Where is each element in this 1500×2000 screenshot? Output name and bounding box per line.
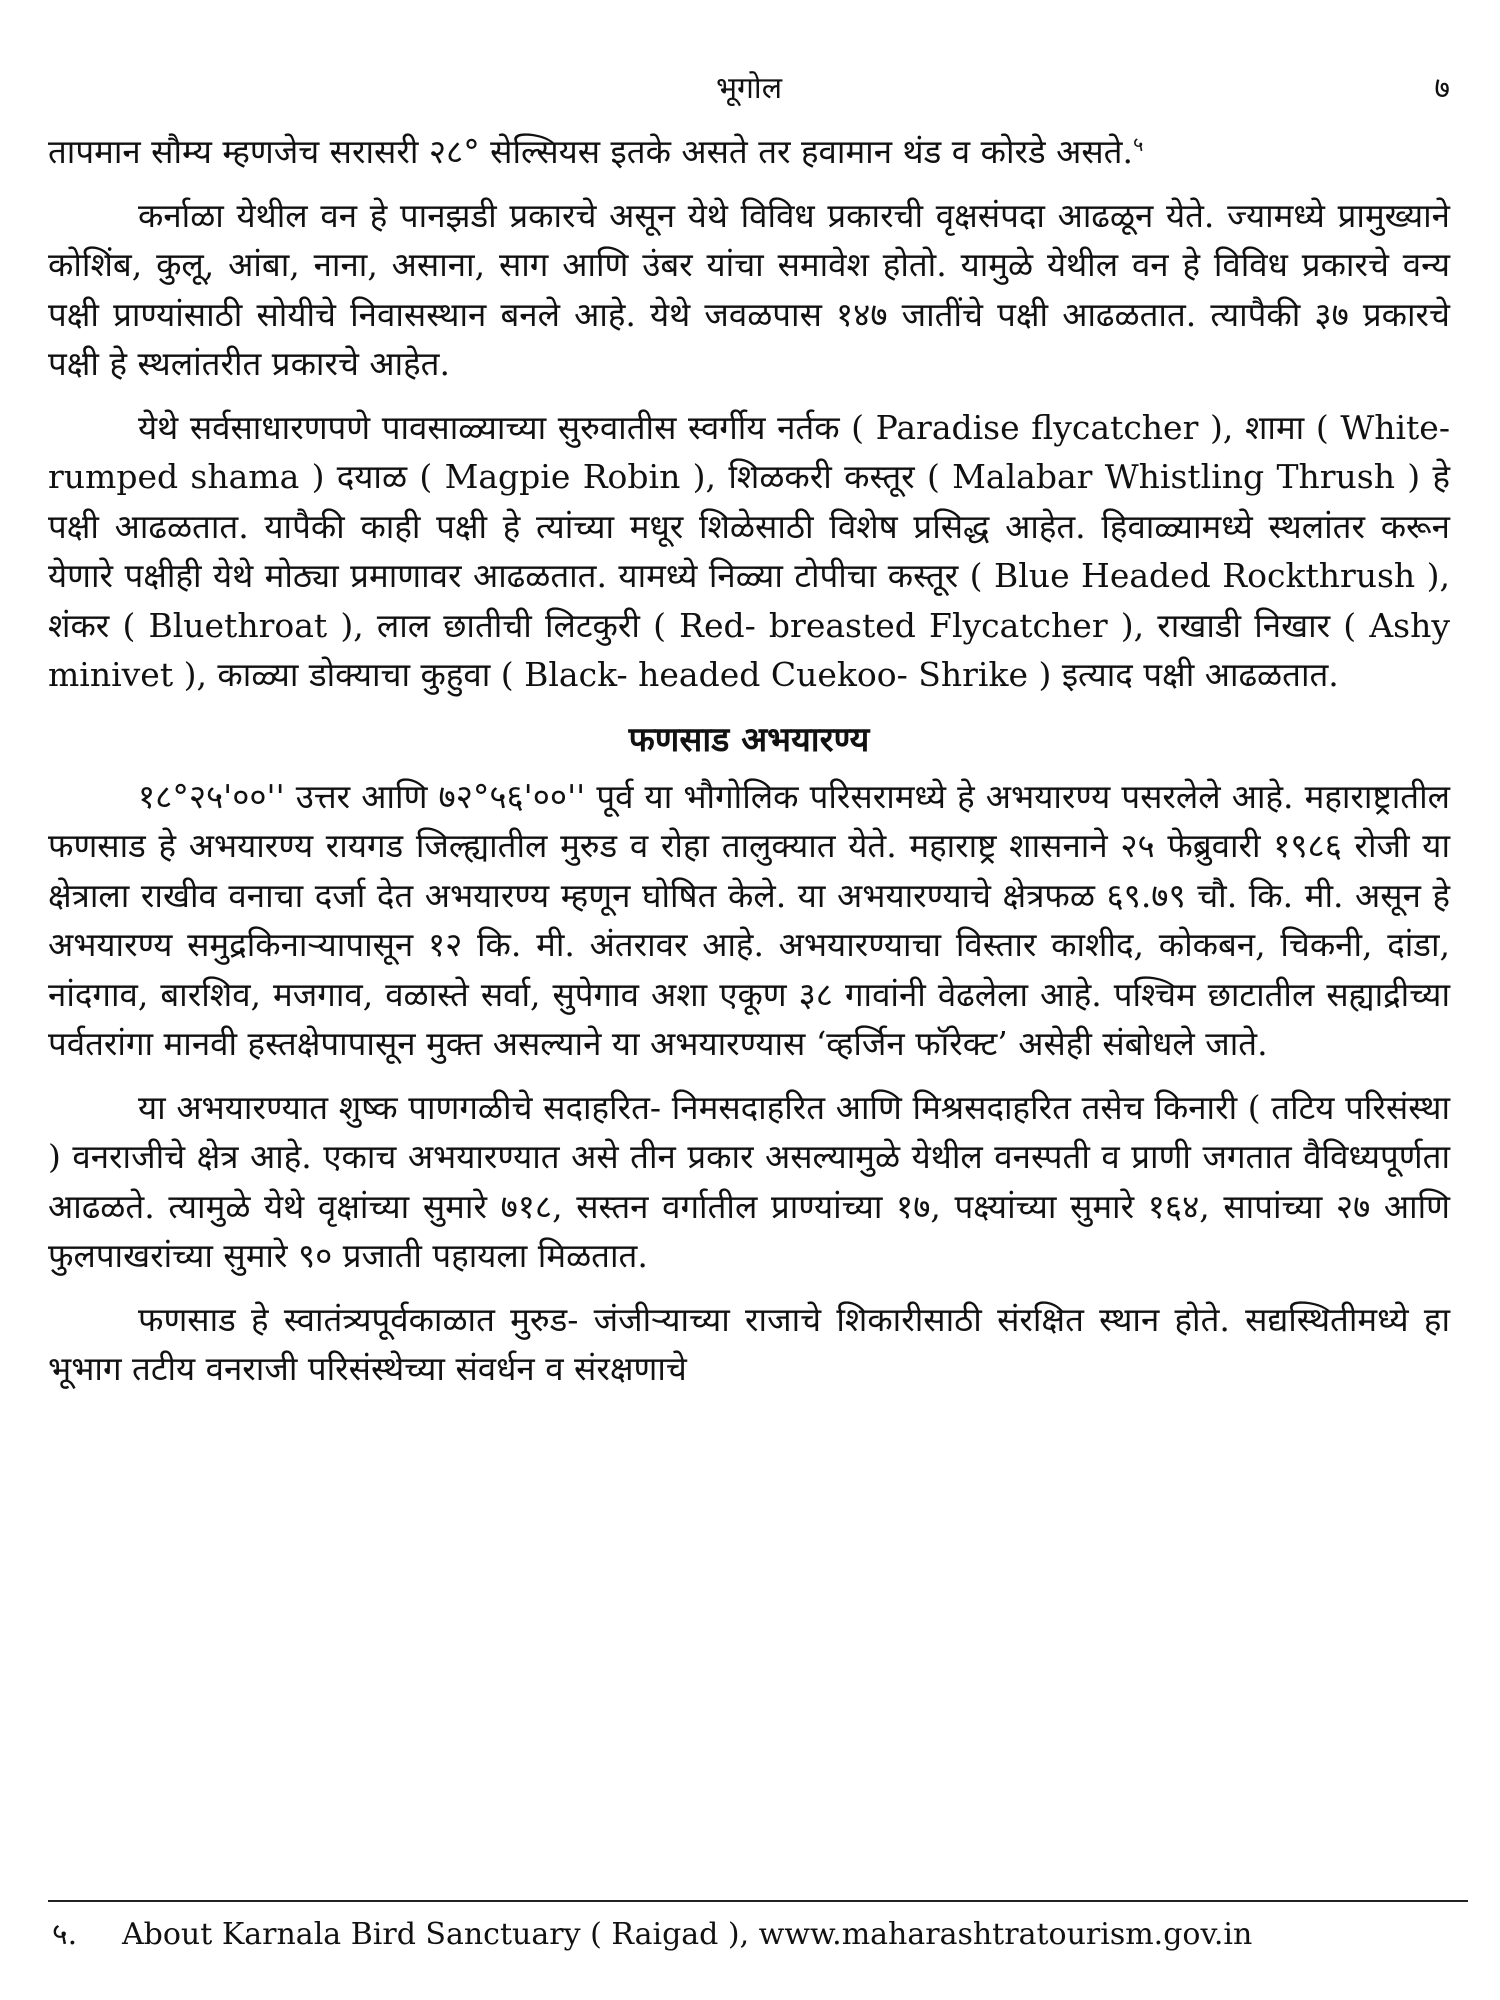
paragraph-5: या अभयारण्यात शुष्क पाणगळीचे सदाहरित- निमसदाहरित आणि मिश्रसदाहरित तसेच किनारी ( तटिय परिसंस्था ) वनराजीचे क्षेत्र आहे. एकाच अभयारण्यात असे तीन प्रकार असल्यामुळे येथील वनस्पती व प्राणी जगतात वैविध्यपूर्णता आढळते. त्यामुळे येथे वृक्षांच्या सुमारे ७१८, सस्तन वर्गातील प्राण्यांच्या १७, पक्ष्यांच्या सुमारे १६४, सापांच्या २७ आणि फुलपाखरांच्या सुमारे ९० प्रजाती पहायला मिळतात. (48, 1087, 1450, 1275)
footnote-reference: ५ (1132, 132, 1144, 156)
footnote-number: ५. (52, 1917, 78, 1952)
paragraph-4: १८°२५'००'' उत्तर आणि ७२°५६'००'' पूर्व या भौगोलिक परिसरामध्ये हे अभयारण्य पसरलेले आहे. महाराष्ट्रातील फणसाड हे अभयारण्य रायगड जिल्ह्यातील मुरुड व रोहा तालुक्यात येते. महाराष्ट्र शासनाने २५ फेब्रुवारी १९८६ रोजी या क्षेत्राला राखीव वनाचा दर्जा देत अभयारण्य म्हणून घोषित केले. या अभयारण्याचे क्षेत्रफळ ६९.७९ चौ. कि. मी. असून हे अभयारण्य समुद्रकिनाऱ्यापासून १२ कि. मी. अंतरावर आहे. अभयारण्याचा विस्तार काशीद, कोकबन, चिकनी, दांडा, नांदगाव, बारशिव, मजगाव, वळास्ते सर्वा, सुपेगाव अशा एकूण ३८ गावांनी वेढलेला आहे. पश्चिम छाटातील सह्याद्रीच्या पर्वतरांगा मानवी हस्तक्षेपापासून मुक्त असल्याने या अभयारण्यास ‘व्हर्जिन फॉरेक्ट’ असेही संबोधले जाते. (48, 776, 1450, 1063)
paragraph-1-text: तापमान सौम्य म्हणजेच सरासरी २८° सेल्सियस इतके असते तर हवामान थंड व कोरडे असते. (48, 132, 1133, 171)
section-heading: फणसाड अभयारण्य (628, 719, 870, 760)
document-page (48, 60, 1450, 1408)
footnote (52, 1915, 1472, 1955)
paragraph-2: कर्नाळा येथील वन हे पानझडी प्रकारचे असून येथे विविध प्रकारची वृक्षसंपदा आढळून येते. ज्यामध्ये प्रामुख्याने कोशिंब, कुलू, आंबा, नाना, असाना, साग आणि उंबर यांचा समावेश होतो. यामुळे येथील वन हे विविध प्रकारचे वन्य पक्षी प्राण्यांसाठी सोयीचे निवासस्थान बनले आहे. येथे जवळपास १४७ जातींचे पक्षी आढळतात. त्यापैकी ३७ प्रकारचे पक्षी हे स्थलांतरीत प्रकारचे आहेत. (48, 195, 1450, 383)
paragraph-6: फणसाड हे स्वातंत्र्यपूर्वकाळात मुरुड- जंजीऱ्याच्या राजाचे शिकारीसाठी संरक्षित स्थान होते. सद्यस्थितीमध्ये हा भूभाग तटीय वनराजी परिसंस्थेच्या संवर्धन व संरक्षणाचे (48, 1299, 1450, 1388)
running-title: भूगोल (715, 71, 783, 106)
footnote-divider (48, 1900, 1468, 1902)
page-number: ७ (1434, 71, 1450, 106)
page-header (48, 60, 1450, 120)
paragraph-1 (48, 120, 1450, 177)
paragraph-3: येथे सर्वसाधारणपणे पावसाळ्याच्या सुरुवातीस स्वर्गीय नर्तक ( Paradise flycatcher ), शामा ( White- rumped shama ) दयाळ ( Magpie Robin ), शिळकरी कस्तूर ( Malabar Whistling Thrush ) हे पक्षी आढळतात. यापैकी काही पक्षी हे त्यांच्या मधूर शिळेसाठी विशेष प्रसिद्ध आहेत. हिवाळ्यामध्ये स्थलांतर करून येणारे पक्षीही येथे मोठ्या प्रमाणावर आढळतात. यामध्ये निळ्या टोपीचा कस्तूर ( Blue Headed Rockthrush ), शंकर ( Bluethroat ), लाल छातीची लिटकुरी ( Red- breasted Flycatcher ), राखाडी निखार ( Ashy minivet ), काळ्या डोक्याचा कुहुवा ( Black- headed Cuekoo- Shrike ) इत्याद पक्षी आढळतात. (48, 407, 1450, 694)
footnote-text: About Karnala Bird Sanctuary ( Raigad ), www.maharashtratourism.gov.in (122, 1917, 1253, 1952)
